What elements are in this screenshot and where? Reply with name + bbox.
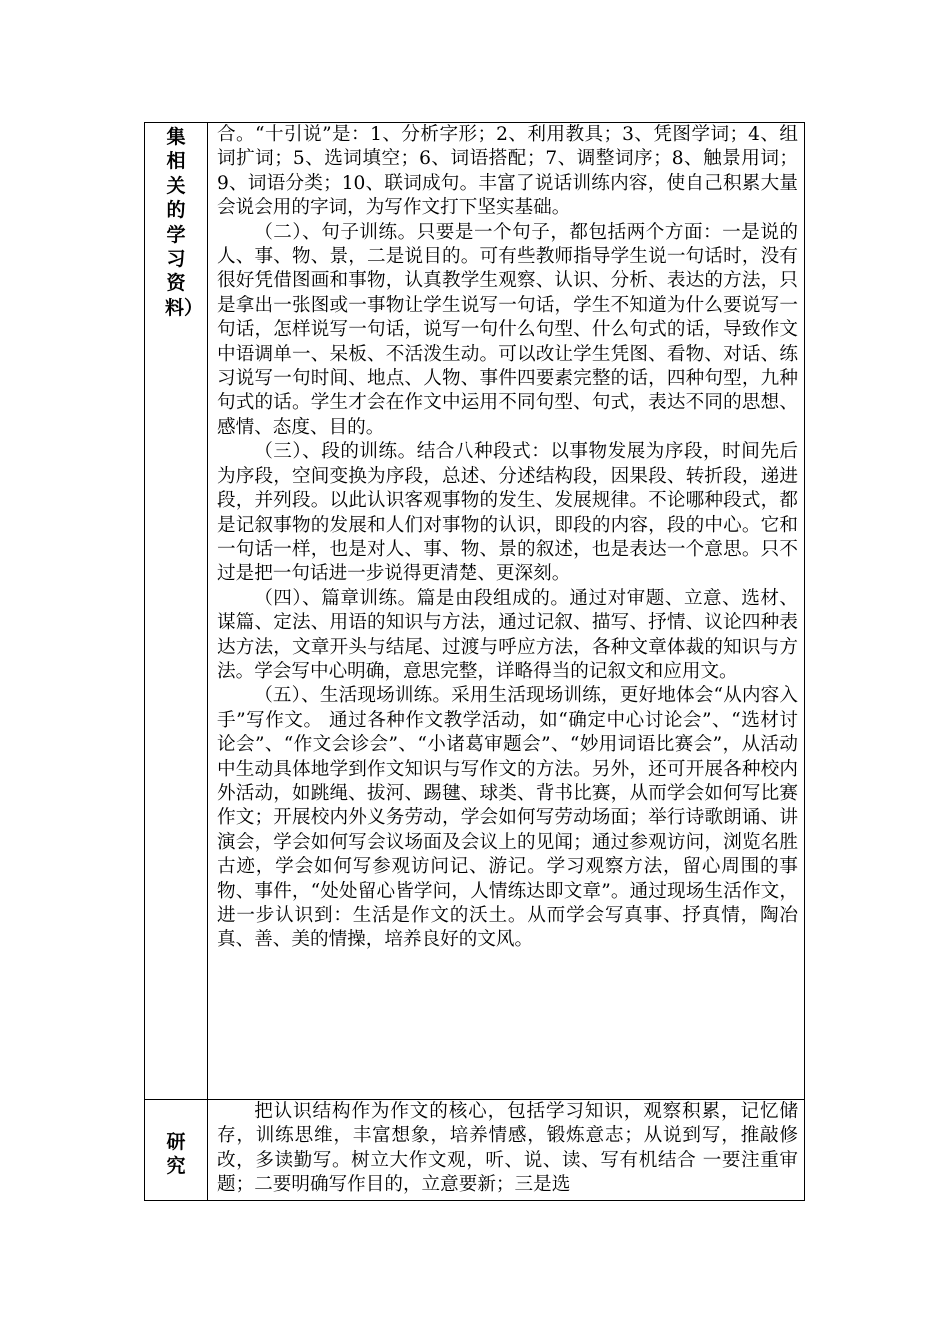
paragraph: （五）、生活现场训练。采用生活现场训练，更好地体会“从内容入手”写作文。 通过各种作文教学活动，如“确定中心讨论会”、“选材讨论会”、“作文会诊会”、“小诸葛审题会”、“妙用词语比赛会”，从活动中生动具体地学到作文知识与写作文的方法。另外，还可开展各种校内外活动，如跳绳、拔河、踢毽、球类、背书比赛，从而学会如何写比赛作文；开展校内外义务劳动，学会如何写劳动场面；举行诗歌朗诵、讲演会，学会如何写会议场面及会议上的见闻；通过参观访问，浏览名胜古迹，学会如何写参观访问记、游记。学习观察方法，留心周围的事物、事件，“处处留心皆学问，人情练达即文章”。通过现场生活作文，进一步认识到：生活是作文的沃土。从而学会写真事、抒真情，陶冶真、善、美的情操，培养良好的文风。 (217, 685, 798, 951)
row-label-cell (145, 1100, 208, 1201)
paragraph: 把认识结构作为作文的核心，包括学习知识，观察积累，记忆储存，训练思维，丰富想象，培养情感，锻炼意志；从说到写，推敲修改，多读勤写。树立大作文观，听、说、读、写有机结合 一要注重审题；二要明确写作目的，立意要新；三是选 (217, 1101, 798, 1196)
row-label-cell (145, 123, 208, 1100)
paragraph: （四）、篇章训练。篇是由段组成的。通过对审题、立意、选材、谋篇、定法、用语的知识与方法，通过记叙、描写、抒情、议论四种表达方法，文章开头与结尾、过渡与呼应方法，各种文章体裁的知识与方法。学会写中心明确，意思完整，详略得当的记叙文和应用文。 (217, 587, 798, 682)
document-table (144, 122, 805, 1201)
row-content-cell (208, 1100, 805, 1201)
table-row (145, 123, 805, 1100)
paragraph: （三）、段的训练。结合八种段式：以事物发展为序段，时间先后为序段，空间变换为序段，总述、分述结构段，因果段、转折段，递进段，并列段。以此认识客观事物的发生、发展规律。不论哪种段式，都是记叙事物的发展和人们对事物的认识，即段的内容，段的中心。它和一句话一样，也是对人、事、物、景的叙述，也是表达一个意思。只不过是把一句话进一步说得更清楚、更深刻。 (217, 441, 798, 585)
row-label: 研究 (166, 1131, 186, 1178)
row-label: 集相关的学习资料） (165, 126, 204, 319)
table-row (145, 1100, 805, 1201)
paragraph: （二）、句子训练。只要是一个句子，都包括两个方面：一是说的人、事、物、景，二是说目的。可有些教师指导学生说一句话时，没有很好凭借图画和事物，认真教学生观察、认识、分析、表达的方法，只是拿出一张图或一事物让学生说写一句话，学生不知道为什么要说写一句话，怎样说写一句话，说写一句什么句型、什么句式的话，导致作文中语调单一、呆板、不活泼生动。可以改让学生凭图、看物、对话、练习说写一句时间、地点、人物、事件四要素完整的话，四种句型，九种句式的话。学生才会在作文中运用不同句型、句式，表达不同的思想、感情、态度、目的。 (217, 221, 798, 438)
row-content-cell (208, 123, 805, 1100)
paragraph: 合。“十引说”是：1、分析字形；2、利用教具；3、凭图学词；4、组词扩词；5、选词填空；6、词语搭配；7、调整词序；8、触景用词；9、词语分类；10、联词成句。丰富了说话训练内容，使自己积累大量会说会用的字词，为写作文打下坚实基础。 (217, 124, 798, 219)
